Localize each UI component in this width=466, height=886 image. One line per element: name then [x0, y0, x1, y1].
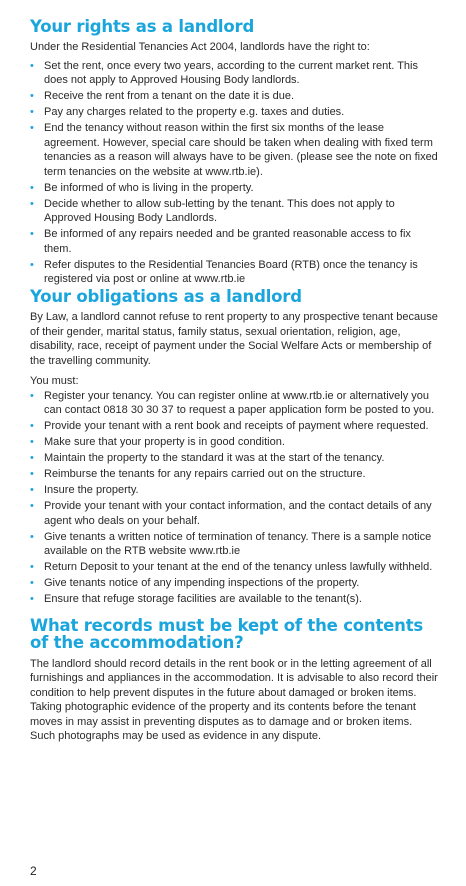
obligations-section — [30, 288, 438, 607]
bullet-icon: • — [30, 59, 34, 72]
obligations-heading: Your obligations as a landlord — [30, 287, 302, 306]
list-item-text: Reimburse the tenants for any repairs carried out on the structure. — [44, 468, 366, 480]
list-item-text: Maintain the property to the standard it was at the start of the tenancy. — [44, 452, 385, 464]
rights-list-item — [30, 121, 438, 179]
bullet-icon: • — [30, 593, 34, 605]
records-paragraph-1: The landlord should record details in the rent book or in the letting agreement of all furnishings and appliances in the accommodation. It is advisable to also record their condition to help prevent disputes in the future about damaged or broken items. — [30, 657, 438, 699]
bullet-icon: • — [30, 122, 34, 134]
bullet-icon: • — [30, 500, 34, 512]
list-item-text: Be informed of any repairs needed and be granted reasonable access to fix them. — [44, 228, 411, 255]
rights-intro: Under the Residential Tenancies Act 2004, landlords have the right to: — [30, 41, 370, 53]
list-item-text: Receive the rent from a tenant on the date it is due. — [44, 90, 295, 102]
obligations-intro: By Law, a landlord cannot refuse to rent property to any prospective tenant because of their gender, marital status, family status, sexual orientation, religion, age, disability, race, receipt of payment under the Social Welfare Acts or membership of the travelling community. — [30, 311, 438, 367]
bullet-icon: • — [30, 561, 34, 573]
rights-section — [30, 18, 438, 287]
rights-list-item — [30, 89, 438, 104]
obligations-list-item — [30, 419, 438, 434]
rights-list-item — [30, 258, 438, 287]
rights-list-item — [30, 227, 438, 256]
rights-list — [30, 59, 438, 287]
list-item-text: Pay any charges related to the property e.g. taxes and duties. — [44, 106, 345, 118]
obligations-list-item — [30, 389, 438, 418]
records-paragraph-2: Taking photographic evidence of the property and its contents before the tenant moves in may assist in preventing disputes as to damage and or broken items. Such photographs may be used as evidence in any dispute. — [30, 701, 416, 742]
obligations-list-item — [30, 576, 438, 591]
rights-list-item — [30, 105, 438, 120]
list-item-text: Make sure that your property is in good condition. — [44, 436, 285, 448]
page-number: 2 — [30, 864, 37, 878]
list-item-text: Give tenants notice of any impending inspections of the property. — [44, 577, 360, 589]
bullet-icon: • — [30, 389, 34, 402]
obligations-list — [30, 389, 438, 607]
bullet-icon: • — [30, 484, 34, 496]
bullet-icon: • — [30, 181, 34, 194]
list-item-text: Insure the property. — [44, 484, 139, 496]
list-item-text: Provide your tenant with a rent book and receipts of payment where requested. — [44, 420, 429, 432]
rights-list-item — [30, 59, 438, 88]
bullet-icon: • — [30, 530, 34, 543]
list-item-text: Ensure that refuge storage facilities are available to the tenant(s). — [44, 593, 362, 605]
list-item-text: Provide your tenant with your contact information, and the contact details of any agent who deals on your behalf. — [44, 500, 432, 527]
obligations-list-item — [30, 483, 438, 498]
bullet-icon: • — [30, 258, 34, 271]
list-item-text: Return Deposit to your tenant at the end of the tenancy unless lawfully withheld. — [44, 561, 433, 573]
obligations-list-item — [30, 560, 438, 575]
records-heading: What records must be kept of the contents of the accommodation? — [30, 615, 423, 652]
rights-list-item — [30, 197, 438, 226]
obligations-list-item — [30, 499, 438, 528]
bullet-icon: • — [30, 452, 34, 464]
bullet-icon: • — [30, 468, 34, 480]
bullet-icon: • — [30, 420, 34, 432]
bullet-icon: • — [30, 106, 34, 118]
obligations-list-item — [30, 467, 438, 482]
list-item-text: Refer disputes to the Residential Tenancies Board (RTB) once the tenancy is registered via post or online at www.rtb.ie — [44, 258, 418, 285]
list-item-text: Give tenants a written notice of termination of tenancy. There is a sample notice available on the RTB website www.rtb.ie — [44, 530, 432, 557]
list-item-text: Set the rent, once every two years, according to the current market rent. This does not apply to Approved Housing Body landlords. — [44, 59, 418, 86]
bullet-icon: • — [30, 197, 34, 210]
list-item-text: Decide whether to allow sub-letting by the tenant. This does not apply to Approved Housing Body Landlords. — [44, 197, 395, 224]
list-item-text: Be informed of who is living in the property. — [44, 181, 254, 194]
obligations-list-item — [30, 592, 438, 607]
obligations-list-item — [30, 530, 438, 559]
list-item-text: Register your tenancy. You can register online at www.rtb.ie or alternatively you can contact 0818 30 30 37 to request a paper application form be posted to you. — [44, 389, 435, 416]
records-section — [30, 617, 438, 744]
rights-heading: Your rights as a landlord — [30, 17, 255, 36]
you-must-label: You must: — [30, 375, 79, 387]
obligations-list-item — [30, 451, 438, 466]
bullet-icon: • — [30, 90, 34, 102]
rights-list-item — [30, 181, 438, 196]
bullet-icon: • — [30, 228, 34, 240]
bullet-icon: • — [30, 577, 34, 589]
obligations-list-item — [30, 435, 438, 450]
bullet-icon: • — [30, 436, 34, 448]
list-item-text: End the tenancy without reason within the first six months of the lease agreement. However, special care should be taken when dealing with fixed term tenancies as a reason will always have to be given. (please see the note on fixed term tenancies on the website at www.rtb.ie). — [44, 122, 438, 178]
